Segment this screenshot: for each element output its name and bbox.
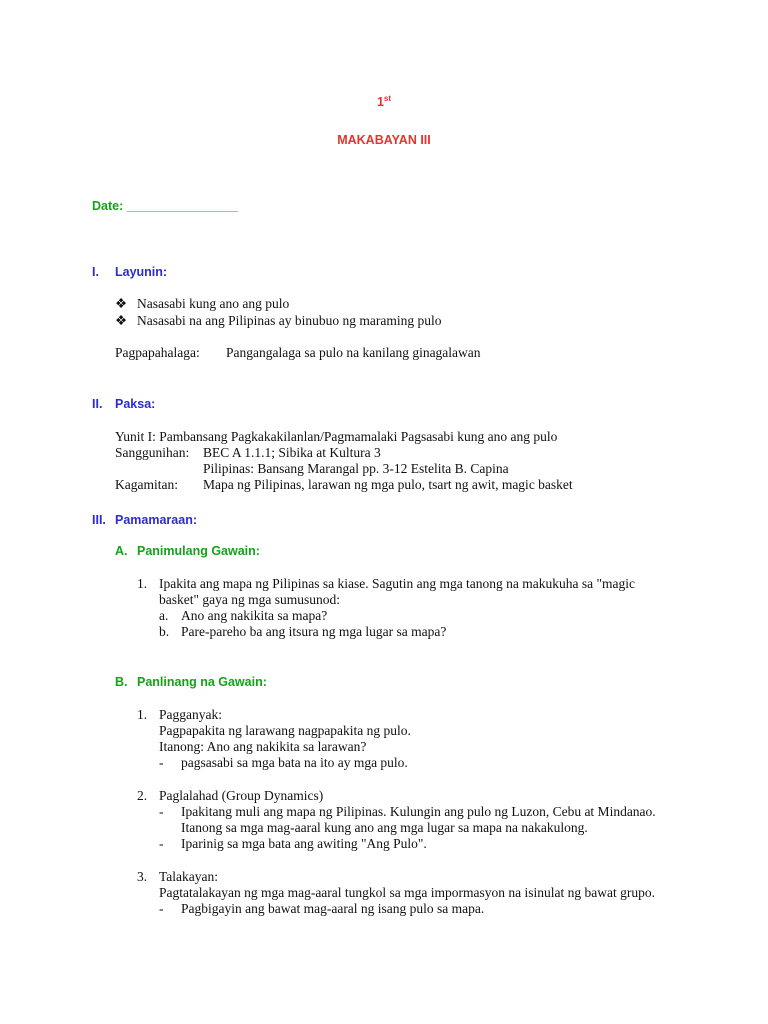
step-b3-number: 3. [137, 869, 148, 884]
lesson-number-value: 1 [376, 95, 384, 109]
dash-bullet: - [159, 836, 164, 851]
diamond-bullet-icon: ❖ [115, 296, 128, 311]
value-label: Pagpapahalaga: [115, 345, 200, 360]
unit-text: Yunit I: Pambansang Pagkakakilanlan/Pagmamalaki Pagsasabi kung ano ang pulo [115, 429, 558, 444]
step-b1-title: Pagganyak: [159, 707, 222, 722]
dash-bullet: - [159, 901, 164, 916]
reference-2: Pilipinas: Bansang Marangal pp. 3-12 Estelita B. Capina [203, 461, 509, 476]
step-b2-detail-2: Iparinig sa mga bata ang awiting "Ang Pulo". [181, 836, 427, 851]
date-label: Date: [92, 199, 124, 213]
date-line [92, 198, 238, 215]
step-b1-detail: pagsasabi sa mga bata na ito ay mga pulo. [181, 755, 408, 770]
step-a1-line-2: basket" gaya ng mga sumusunod: [159, 592, 340, 607]
dash-bullet: - [159, 755, 164, 770]
step-a1-number: 1. [137, 576, 148, 591]
step-b2-title: Paglalahad (Group Dynamics) [159, 788, 324, 803]
subsection-b-letter: B. [115, 675, 128, 689]
step-b3-detail: Pagbigayin ang bawat mag-aaral ng isang pulo sa mapa. [181, 901, 485, 916]
reference-label: Sanggunihan: [115, 445, 190, 460]
section-1-roman: I. [92, 265, 99, 279]
value-text: Pangangalaga sa pulo na kanilang ginagalawan [226, 345, 481, 360]
lesson-number-suffix: st [383, 93, 392, 103]
dash-bullet: - [159, 804, 164, 819]
section-1-title: Layunin: [115, 265, 168, 279]
question-a-letter: a. [159, 608, 169, 623]
question-b: Pare-pareho ba ang itsura ng mga lugar sa mapa? [181, 624, 447, 639]
diamond-bullet-icon: ❖ [115, 313, 128, 328]
lesson-number [0, 94, 768, 111]
step-b2-detail-1: Ipakitang muli ang mapa ng Pilipinas. Kulungin ang pulo ng Luzon, Cebu at Mindanao. [181, 804, 656, 819]
page-title: MAKABAYAN III [337, 133, 431, 147]
step-b3-title: Talakayan: [159, 869, 219, 884]
section-3-roman: III. [92, 513, 106, 527]
section-2-title: Paksa: [115, 397, 156, 411]
step-b1-line-2: Itanong: Ano ang nakikita sa larawan? [159, 739, 367, 754]
step-b1-line-1: Pagpapakita ng larawang nagpapakita ng pulo. [159, 723, 411, 738]
subsection-a-title: Panimulang Gawain: [137, 544, 260, 558]
step-a1-line-1: Ipakita ang mapa ng Pilipinas sa kiase. Sagutin ang mga tanong na makukuha sa "magic [159, 576, 636, 591]
materials-label: Kagamitan: [115, 477, 178, 492]
objective-2: Nasasabi na ang Pilipinas ay binubuo ng maraming pulo [137, 313, 442, 328]
date-blank: ________________ [126, 199, 238, 213]
step-b2-detail-1b: Itanong sa mga mag-aaral kung ano ang mga lugar sa mapa na nakakulong. [181, 820, 588, 835]
reference-1: BEC A 1.1.1; Sibika at Kultura 3 [203, 445, 381, 460]
step-b2-number: 2. [137, 788, 148, 803]
objective-1: Nasasabi kung ano ang pulo [137, 296, 290, 311]
section-2-roman: II. [92, 397, 103, 411]
section-3-title: Pamamaraan: [115, 513, 197, 527]
step-b3-line-1: Pagtatalakayan ng mga mag-aaral tungkol sa mga impormasyon na isinulat ng bawat grupo. [159, 885, 655, 900]
subsection-a-letter: A. [115, 544, 128, 558]
subsection-b-title: Panlinang na Gawain: [137, 675, 267, 689]
question-a: Ano ang nakikita sa mapa? [181, 608, 328, 623]
step-b1-number: 1. [137, 707, 148, 722]
materials-text: Mapa ng Pilipinas, larawan ng mga pulo, tsart ng awit, magic basket [203, 477, 573, 492]
question-b-letter: b. [159, 624, 170, 639]
